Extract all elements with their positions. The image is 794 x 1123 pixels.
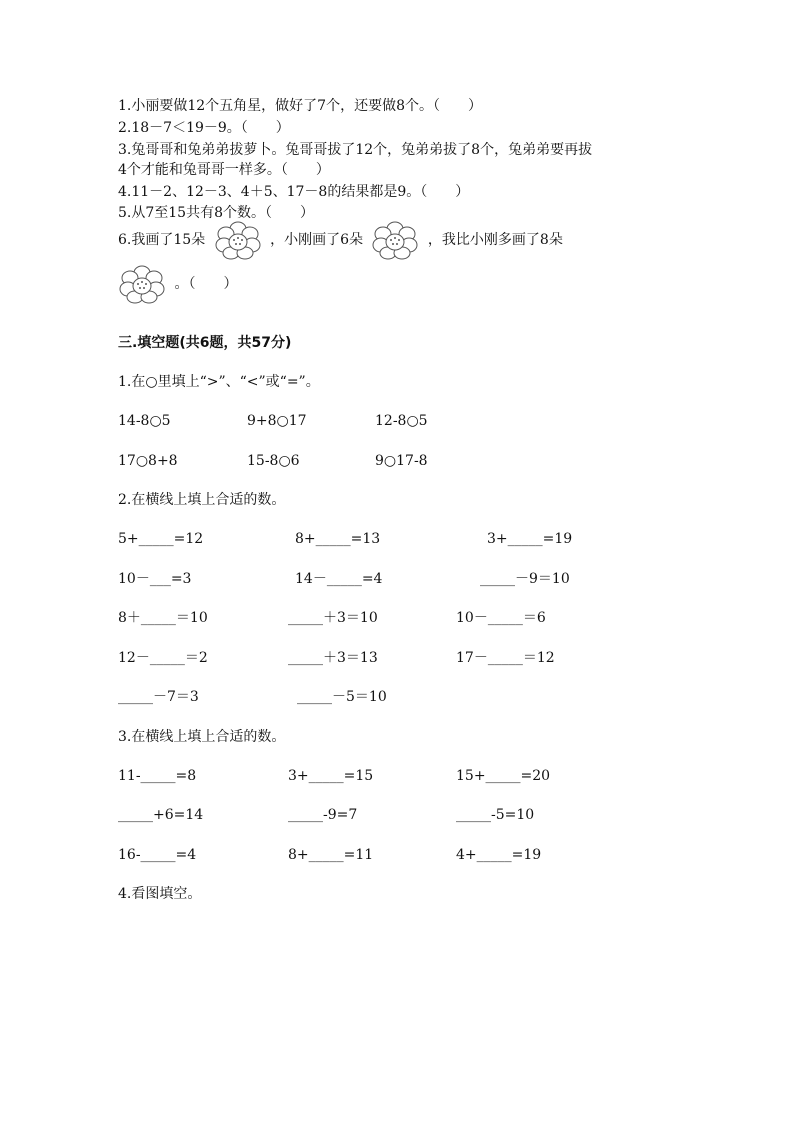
compare-item: 14-8○5 — [118, 413, 171, 429]
compare-item: 9○17-8 — [375, 453, 428, 469]
question-6-part-2: ，小刚画了6朵 — [270, 232, 363, 248]
section-heading: 三.填空题(共6题，共57分) — [118, 335, 292, 351]
fill-blank-item: 17－_____＝12 — [456, 650, 555, 666]
fill-blank-item: _____－7＝3 — [118, 689, 199, 705]
question-3-line-1: 3.兔哥哥和兔弟弟拔萝卜。兔哥哥拔了12个，兔弟弟拔了8个，兔弟弟要再拔 — [118, 142, 593, 158]
fill-blank-item: 10－___=3 — [118, 571, 192, 587]
question-6-part-3: ，我比小刚多画了8朵 — [427, 232, 563, 248]
fill-blank-item: 5+_____=12 — [118, 531, 204, 547]
flower-icon — [371, 220, 419, 260]
question-5: 5.从7至15共有8个数。（ ） — [118, 205, 314, 221]
fill-blank-item: _____－5＝10 — [297, 689, 387, 705]
fill-blank-item: 3+_____=15 — [288, 768, 374, 784]
problem-1-prompt: 1.在○里填上“>”、“<”或“=”。 — [118, 374, 320, 390]
fill-blank-item: _____＋3＝10 — [288, 610, 378, 626]
question-4: 4.11－2、12－3、4＋5、17－8的结果都是9。（ ） — [118, 184, 470, 200]
fill-blank-item: 3+_____=19 — [487, 531, 573, 547]
flower-icon — [214, 220, 262, 260]
question-6-continued — [118, 264, 237, 304]
compare-item: 15-8○6 — [247, 453, 300, 469]
question-2: 2.18－7＜19－9。（ ） — [118, 120, 290, 136]
question-3-line-2: 4个才能和兔哥哥一样多。（ ） — [118, 162, 330, 178]
problem-3-prompt: 3.在横线上填上合适的数。 — [118, 729, 286, 745]
fill-blank-item: _____＋3＝13 — [288, 650, 378, 666]
fill-blank-item: 8+_____=11 — [288, 847, 374, 863]
fill-blank-item: 16-_____=4 — [118, 847, 197, 863]
flower-icon — [118, 264, 166, 304]
fill-blank-item: 12－_____＝2 — [118, 650, 208, 666]
fill-blank-item: 15+_____=20 — [456, 768, 551, 784]
fill-blank-item: 4+_____=19 — [456, 847, 542, 863]
question-1: 1.小丽要做12个五角星，做好了7个，还要做8个。（ ） — [118, 98, 482, 114]
question-6 — [118, 220, 563, 260]
compare-item: 12-8○5 — [375, 413, 428, 429]
fill-blank-item: _____－9＝10 — [480, 571, 570, 587]
fill-blank-item: _____+6=14 — [118, 807, 204, 823]
fill-blank-item: _____-9=7 — [288, 807, 358, 823]
fill-blank-item: 8＋_____＝10 — [118, 610, 208, 626]
compare-item: 17○8+8 — [118, 453, 178, 469]
fill-blank-item: 8+_____=13 — [295, 531, 381, 547]
question-6-part-1: 6.我画了15朵 — [118, 232, 206, 248]
problem-4-prompt: 4.看图填空。 — [118, 886, 202, 902]
compare-item: 9+8○17 — [247, 413, 307, 429]
fill-blank-item: _____-5=10 — [456, 807, 535, 823]
fill-blank-item: 10－_____＝6 — [456, 610, 546, 626]
fill-blank-item: 14－_____=4 — [295, 571, 383, 587]
fill-blank-item: 11-_____=8 — [118, 768, 197, 784]
problem-2-prompt: 2.在横线上填上合适的数。 — [118, 492, 286, 508]
question-6-part-4: 。（ ） — [174, 276, 238, 292]
